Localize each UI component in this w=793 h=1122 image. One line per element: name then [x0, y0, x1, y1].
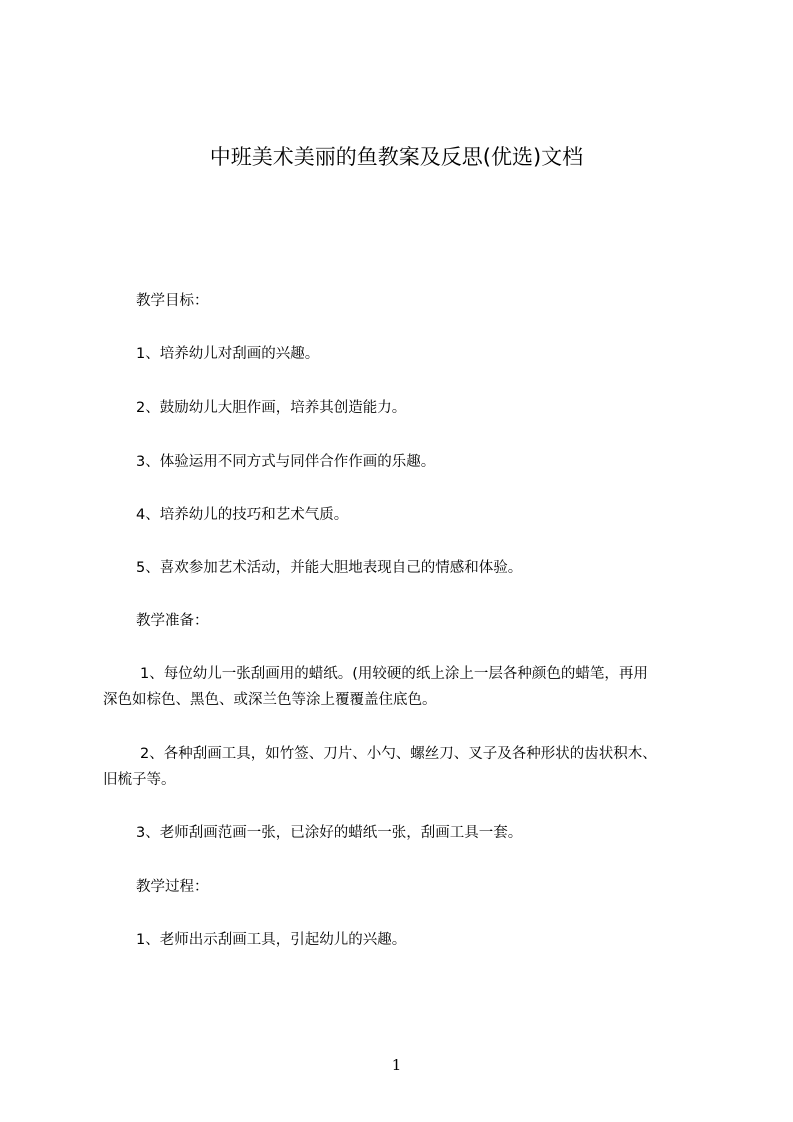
objective-5: 5、喜欢参加艺术活动，并能大胆地表现自己的情感和体验。 [136, 560, 523, 576]
page-number: 1 [391, 1056, 402, 1074]
objective-2: 2、鼓励幼儿大胆作画，培养其创造能力。 [136, 400, 407, 416]
document-title: 中班美术美丽的鱼教案及反思(优选)文档 [209, 145, 584, 169]
preparation-1-line-2: 深色如棕色、黑色、或深兰色等涂上覆覆盖住底色。 [103, 692, 437, 708]
heading-teaching-objectives: 教学目标： [136, 293, 209, 309]
process-1: 1、老师出示刮画工具，引起幼儿的兴趣。 [136, 932, 407, 948]
objective-4: 4、培养幼儿的技巧和艺术气质。 [136, 507, 349, 523]
preparation-2-line-1: 2、各种刮画工具，如竹签、刀片、小勺、螺丝刀、叉子及各种形状的齿状积木、 [140, 746, 657, 762]
preparation-2-line-2: 旧梳子等。 [103, 772, 176, 788]
preparation-3: 3、老师刮画范画一张，已涂好的蜡纸一张，刮画工具一套。 [136, 825, 523, 841]
heading-teaching-preparation: 教学准备： [136, 613, 209, 629]
objective-1: 1、培养幼儿对刮画的兴趣。 [136, 346, 320, 362]
objective-3: 3、体验运用不同方式与同伴合作作画的乐趣。 [136, 454, 436, 470]
preparation-1-line-1: 1、每位幼儿一张刮画用的蜡纸。(用较硬的纸上涂上一层各种颜色的蜡笔，再用 [140, 666, 648, 682]
heading-teaching-process: 教学过程： [136, 879, 209, 895]
